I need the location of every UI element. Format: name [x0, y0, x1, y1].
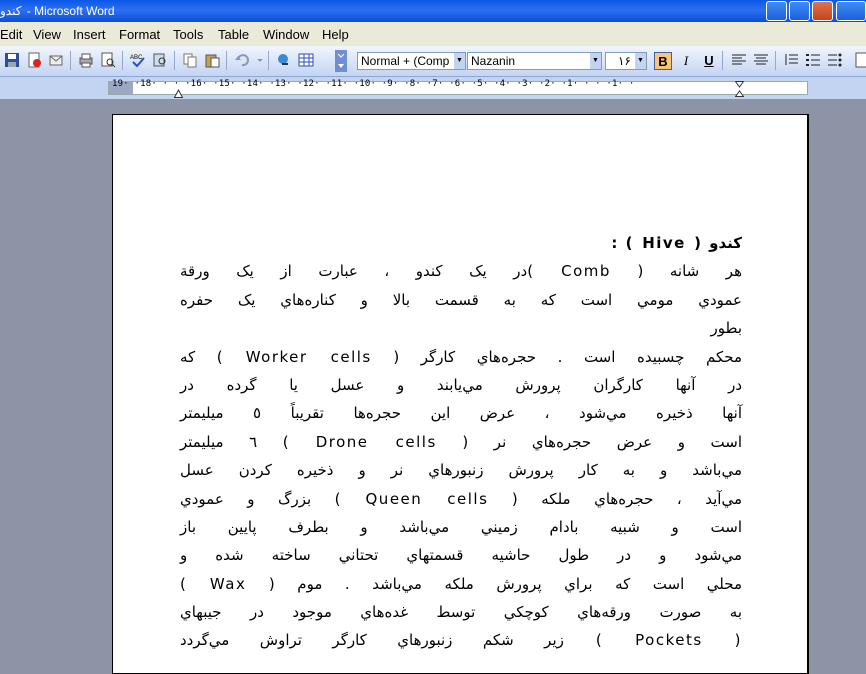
align-left-icon[interactable]: [731, 52, 747, 68]
horizontal-ruler-bar: [0, 77, 866, 99]
chevron-down-icon: ▼: [635, 53, 646, 69]
toolbar-separator: [775, 51, 776, 70]
research-icon[interactable]: [152, 52, 168, 68]
chevron-down-icon: ▼: [454, 53, 465, 69]
window-title-app: - Microsoft Word: [23, 4, 115, 18]
toolbar-overflow-icon[interactable]: [335, 50, 347, 72]
style-value: Normal + (Comp: [361, 54, 450, 68]
window-title-doc: کندو: [0, 4, 22, 18]
table-icon[interactable]: [298, 52, 314, 68]
hyperlink-icon[interactable]: [276, 52, 292, 68]
font-size-dropdown[interactable]: [605, 52, 647, 70]
menu-tools[interactable]: Tools: [173, 27, 204, 42]
menu-bar: [0, 22, 866, 46]
indent-marker-icon[interactable]: [174, 85, 183, 94]
toolbar-separator: [268, 51, 269, 70]
document-body[interactable]: [180, 229, 742, 655]
toolbar: [0, 46, 866, 77]
close-window-button[interactable]: [836, 1, 866, 21]
copy-icon[interactable]: [182, 52, 198, 68]
document-line: است و عرض حجره‌هاي نر ( Drone cells ) ٦ ميليمتر: [180, 432, 743, 451]
menu-view[interactable]: View: [33, 27, 61, 42]
undo-icon[interactable]: [234, 52, 250, 68]
document-line: ( Pockets ) زير شکم زنبورهاي کارگر تراوش مي‌گردد: [180, 631, 743, 650]
email-icon[interactable]: [48, 52, 64, 68]
decrease-indent-icon[interactable]: [855, 52, 866, 68]
toolbar-separator: [226, 51, 227, 70]
right-indent-marker-icon[interactable]: [735, 81, 744, 97]
line-spacing-icon[interactable]: [783, 52, 799, 68]
menu-format[interactable]: Format: [119, 27, 161, 42]
document-line: محلي است که براي پرورش ملکه مي‌باشد . موم ( Wax ): [180, 574, 742, 593]
heading-text: کندو ( Hive ) :: [611, 234, 742, 252]
document-line: محکم چسبيده است . حجره‌هاي کارگر ( Worker cells ) که: [180, 347, 742, 366]
maximize-button[interactable]: [789, 1, 810, 21]
bold-button[interactable]: B: [654, 52, 672, 70]
menu-table[interactable]: Table: [218, 27, 250, 42]
align-center-icon[interactable]: [753, 52, 769, 68]
document-line: مي‌شود و در طول حاشيه قسمتهاي تحتاني ساخته شده و: [180, 546, 742, 565]
undo-dropdown-icon[interactable]: [252, 52, 268, 68]
font-dropdown[interactable]: [467, 52, 602, 70]
document-line: به صورت ورقه‌هاي کوچکي توسط غده‌هاي موجود در جيبهاي: [180, 603, 742, 622]
font-value: Nazanin: [471, 54, 516, 68]
document-heading: [180, 229, 742, 257]
svg-text:ABC: ABC: [130, 55, 143, 61]
toolbar-separator: [174, 51, 175, 70]
toolbar-separator: [722, 51, 723, 70]
style-dropdown[interactable]: [357, 52, 466, 70]
close-button[interactable]: [812, 1, 833, 21]
document-line: در آنها کارگران پرورش مي‌يابند و عسل يا گرده در: [180, 375, 742, 394]
toolbar-separator: [70, 51, 71, 70]
italic-button[interactable]: I: [683, 53, 689, 68]
ruler-numbers: 19· ·18· · · ·16· ·15· ·14· ·13· ·12· ·11· ·10· ·9· ·8· ·7· ·6· ·5· ·4· ·3· ·2· ·1· · · ·1· ·: [112, 79, 635, 89]
menu-insert[interactable]: Insert: [73, 27, 106, 42]
print-preview-icon[interactable]: [100, 52, 116, 68]
window-controls: [756, 0, 866, 22]
save-icon[interactable]: [4, 52, 20, 68]
font-size-value: ۱۶: [618, 54, 631, 68]
document-line: هر شانه ( Comb )در يک کندو ، عبارت از يک ورقة: [180, 262, 742, 281]
menu-help[interactable]: Help: [322, 27, 349, 42]
menu-edit[interactable]: Edit: [0, 27, 23, 42]
document-line: بطور: [710, 319, 742, 338]
document-line: است و شبيه بادام زميني مي‌باشد و بطرف پايين باز: [180, 517, 742, 536]
document-line: مي‌باشد و به کار پرورش زنبورهاي نر و ذخيره کردن عسل: [180, 461, 742, 480]
document-line: عمودي مومي است که به قسمت بالا و کناره‌هاي يک حفره: [180, 290, 742, 309]
minimize-button[interactable]: [766, 1, 787, 21]
print-icon[interactable]: [78, 52, 94, 68]
document-line: مي‌آيد ، حجره‌هاي ملکه ( Queen cells ) بزرگ و عمودي: [180, 489, 742, 508]
paste-icon[interactable]: [204, 52, 220, 68]
menu-window[interactable]: Window: [263, 27, 310, 42]
underline-button[interactable]: U: [704, 53, 714, 68]
numbering-icon[interactable]: [805, 52, 821, 68]
bullets-icon[interactable]: [827, 52, 843, 68]
window-title: [0, 4, 115, 18]
toolbar-separator: [122, 51, 123, 70]
chevron-down-icon: ▼: [590, 53, 601, 69]
title-bar: [0, 0, 866, 22]
permission-icon[interactable]: [26, 52, 42, 68]
spelling-icon[interactable]: [130, 52, 146, 68]
document-line: آنها ذخيره مي‌شود ، عرض اين حجره‌ها تقريباً ٥ ميليمتر: [180, 404, 743, 423]
